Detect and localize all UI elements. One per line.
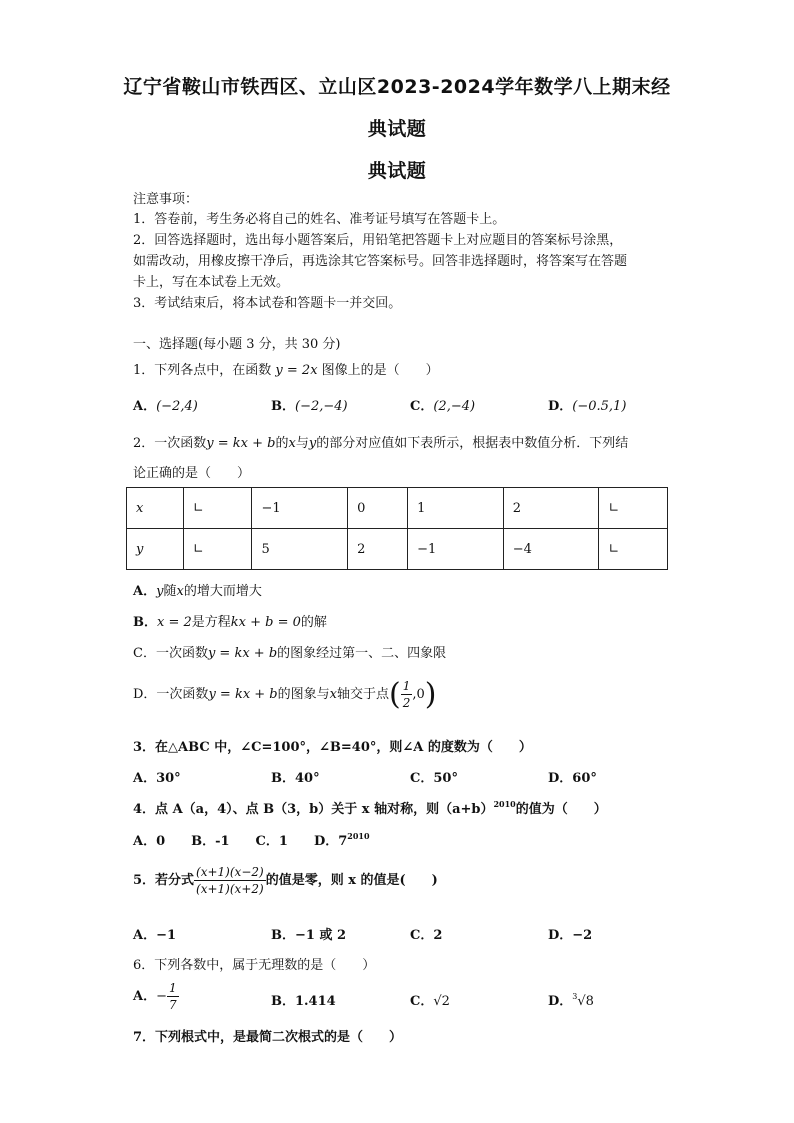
q6-option-c: C．√2	[410, 994, 450, 1009]
table-cell: 0	[348, 488, 408, 529]
table-cell: ∟	[599, 529, 668, 570]
q1-option-c: C．(2,−4)	[410, 399, 476, 414]
q2-value-table	[126, 487, 668, 570]
q6-option-d: D．$^3$√8	[548, 992, 594, 1009]
question-6-stem: 6．下列各数中，属于无理数的是（ ）	[133, 958, 376, 973]
q1-option-b: B．(−2,−4)	[271, 399, 348, 414]
question-2-stem: 2．一次函数y = kx + b的x与y的部分对应值如下表所示，根据表中数值分析．下列结	[133, 436, 629, 451]
notice-item-2a: 2．回答选择题时，选出每小题答案后，用铅笔把答题卡上对应题目的答案标号涂黑，	[133, 233, 623, 248]
question-5-stem: 5．若分式 $\frac{(x+1)(x-2)}{(x+1)(x+2)}$ 的值是零，则 x 的值是( )	[133, 865, 438, 896]
table-cell: −4	[503, 529, 599, 570]
q2-function: y = kx + b	[206, 436, 276, 451]
section-heading: 一、选择题(每小题 3 分，共 30 分)	[133, 337, 341, 352]
question-7-stem: 7．下列根式中，是最简二次根式的是（ ）	[133, 1030, 403, 1045]
q2-d-fraction: $\frac{1}{2}$	[402, 679, 411, 710]
table-cell: x	[127, 488, 184, 529]
q1-prefix: 1．下列各点中，在函数	[133, 363, 272, 378]
table-row	[127, 488, 668, 529]
q1-suffix: 图像上的是（ ）	[321, 363, 439, 378]
q5-option-c: C．2	[410, 928, 443, 943]
exam-title-line3: 典试题	[367, 160, 427, 182]
q3-option-a: A．30°	[133, 771, 181, 786]
notice-item-1: 1．答卷前，考生务必将自己的姓名、准考证号填写在答题卡上。	[133, 212, 506, 227]
table-cell: ∟	[599, 488, 668, 529]
table-row	[127, 529, 668, 570]
q5-option-a: A．−1	[133, 928, 177, 943]
question-4-stem: 4．点 A（a，4）、点 B（3，b）关于 x 轴对称，则$(a+b)^{2010}$的值为（ ）	[133, 799, 607, 817]
q1-option-a: A．(−2,4)	[133, 399, 198, 414]
q2-option-a: A．y随x的增大而增大	[133, 584, 262, 599]
q5-option-b: B．−1 或 2	[271, 928, 347, 943]
q1-option-d: D．(−0.5,1)	[548, 399, 627, 414]
q6-option-a: A．− $\frac{1}{7}$	[133, 981, 177, 1012]
q2-option-b: B．x = 2是方程kx + b = 0的解	[133, 615, 327, 630]
notice-item-3: 3．考试结束后，将本试卷和答题卡一并交回。	[133, 296, 402, 311]
q5-fraction: $\frac{(x+1)(x-2)}{(x+1)(x+2)}$	[196, 865, 264, 896]
table-cell: ∟	[183, 488, 252, 529]
notice-item-2c: 卡上，写在本试卷上无效。	[133, 275, 290, 290]
q3-option-b: B．40°	[271, 771, 320, 786]
table-cell: −1	[252, 488, 348, 529]
q2-option-d: D．一次函数y = kx + b的图象与x轴交于点( $\frac{1}{2}$ ,0)	[133, 677, 437, 712]
notice-heading: 注意事项：	[133, 192, 199, 207]
table-cell: ∟	[183, 529, 252, 570]
table-cell: −1	[408, 529, 504, 570]
q3-option-d: D．60°	[548, 771, 597, 786]
table-cell: 2	[503, 488, 599, 529]
exam-title-line1: 辽宁省鞍山市铁西区、立山区2023-2024学年数学八上期末经	[123, 76, 671, 98]
table-cell: 5	[252, 529, 348, 570]
exam-title-line2: 典试题	[367, 118, 427, 140]
q2-option-c: C．一次函数y = kx + b的图象经过第一、二、四象限	[133, 646, 447, 661]
q1-function: y = 2x	[275, 363, 318, 378]
q6-option-b: B．1.414	[271, 994, 336, 1009]
q3-option-c: C．50°	[410, 771, 458, 786]
table-cell: y	[127, 529, 184, 570]
question-3-stem: 3．在△ABC 中，∠C=100°，∠B=40°，则∠A 的度数为（ ）	[133, 740, 532, 755]
table-cell: 1	[408, 488, 504, 529]
q4-options: A．0 B．-1 C．1 D．$7^{2010}$	[133, 831, 370, 849]
question-2-stem-line2: 论正确的是（ ）	[133, 466, 251, 481]
question-1-stem	[133, 359, 439, 378]
notice-item-2b: 如需改动，用橡皮擦干净后，再选涂其它答案标号。回答非选择题时，将答案写在答题	[133, 254, 628, 269]
q6-a-fraction: $\frac{1}{7}$	[169, 981, 177, 1012]
table-cell: 2	[348, 529, 408, 570]
q5-option-d: D．−2	[548, 928, 593, 943]
